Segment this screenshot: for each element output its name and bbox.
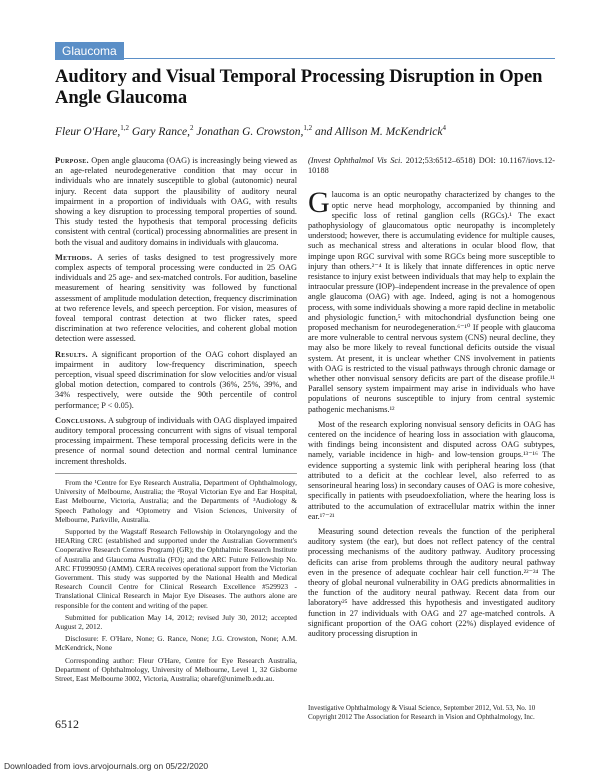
drop-cap: G <box>308 186 330 220</box>
copyright-line: Copyright 2012 The Association for Research in Vision and Ophthalmology, Inc. <box>308 713 535 721</box>
footnotes <box>55 478 297 686</box>
purpose-text: Open angle glaucoma (OAG) is increasingly being viewed as an age-related neurodegenerative condition that may occur in individuals who are innately susceptible to global (autonomic) neural injury. Recent data support the plausibility of auditory neural impairment in a proportion of individuals with OAG, with results showing a key disruption to processing temporal properties of sound. This study tested the hypothesis that temporal processing deficits consistent with central (cortical) processing abnormalities are present in both the visual and auditory domains in individuals with glaucoma. <box>55 156 298 247</box>
author-name: Gary Rance, <box>131 125 191 138</box>
header-rule <box>55 58 555 59</box>
page-number: 6512 <box>55 717 79 731</box>
body-paragraph: Measuring sound detection reveals the function of the peripheral auditory system (the ear), but does not reflect patency of the central processing mechanisms of the auditory pathway. Auditory processing deficits can arise from problems through the auditory neural pathway even in the presence of adequate cochlear hair cell function.²²⁻²⁴ The theory of global neuronal vulnerability in OAG predicts abnormalities in the function of the auditory neural pathway. Recent data from our laboratory²⁵ have addressed this hypothesis and investigated auditory function in 27 individuals with OAG and 27 age-matched controls. A significant proportion of the OAG cohort (22%) displayed evidence of auditory processing disruption in <box>308 526 555 638</box>
abstract-conclusions <box>55 416 297 467</box>
author-list <box>55 124 555 138</box>
abstract-citation <box>308 156 555 176</box>
journal-line: Investigative Ophthalmology & Visual Science, September 2012, Vol. 53, No. 10 <box>308 704 536 712</box>
section-tag: Glaucoma <box>55 42 124 60</box>
abstract-methods <box>55 253 297 345</box>
abstract-purpose <box>55 156 297 248</box>
affiliations: From the ¹Centre for Eye Research Australia, Department of Ophthalmology, University of Melbourne, Australia; the ²Royal Victorian Eye and Ear Hospital, East Melbourne, Victoria, Australia; and the Departments of ³Audiology & Speech Pathology and ⁴Optometry and Vision Sciences, University of Melbourne, Parkville, Australia. <box>55 478 297 524</box>
author-affiliation: 2 <box>190 124 194 132</box>
citation-journal: (Invest Ophthalmol Vis Sci. <box>308 156 403 165</box>
author-affiliation: 1,2 <box>303 124 313 132</box>
citation-doi: 2012;53:6512–6518) DOI: 10.1167/iovs.12-10188 <box>308 156 556 176</box>
abstract-results <box>55 350 297 411</box>
footnote-rule <box>55 473 297 474</box>
journal-info <box>308 704 558 722</box>
disclosure: Disclosure: F. O'Hare, None; G. Rance, None; J.G. Crowston, None; A.M. McKendrick, None <box>55 634 297 653</box>
body-column <box>308 156 555 644</box>
methods-label: Methods. <box>55 252 93 262</box>
author-affiliation: 1,2 <box>120 124 130 132</box>
results-label: Results. <box>55 349 88 359</box>
methods-text: A series of tasks designed to test progressively more complex aspects of temporal processing were conducted in 25 OAG individuals and 25 age- and sex-matched controls. For audition, baseline measurement of hearing sensitivity was followed by functional assessment of amplitude modulation detection, frequency discrimination at two reference levels, and speech perception. For vision, measures of foveal temporal contrast detection at two flicker rates, speed discrimination at two reference velocities, and coherent global motion detection were assessed. <box>55 252 297 344</box>
author-name: Fleur O'Hare, <box>55 125 121 138</box>
article-title: Auditory and Visual Temporal Processing Disruption in Open Angle Glaucoma <box>55 67 543 108</box>
abstract-column <box>55 156 297 472</box>
author-name: and Allison M. McKendrick <box>314 125 443 138</box>
support-statement: Supported by the Wagstaff Research Fellowship in Otolaryngology and the HEARing CRC (established and supported under the Australian Government's Cooperative Research Centres Program) (GR); the Ophthalmic Research Institute of Australia and Glaucoma Australia (FO); and the ARC Future Fellowship No. ARC FT0990950 (AMM). CERA receives operational support from the Victorian Government. This study was supported by the National Health and Medical Research Council Centre for Clinical Research Excellence #529923 - Translational Clinical Research in Major Eye Diseases. The authors alone are responsible for the content and writing of the paper. <box>55 527 297 610</box>
corresponding-author: Corresponding author: Fleur O'Hare, Centre for Eye Research Australia, Department of Ophthalmology, University of Melbourne, Level 1, 32 Gisborne Street, East Melbourne 3002, Victoria, Australia; oharef@unimelb.edu.au. <box>55 655 297 684</box>
author-affiliation: 4 <box>442 124 446 132</box>
paragraph-text: laucoma is an optic neuropathy characterized by changes to the optic nerve head morphology, accompanied by thinning and specific loss of retinal ganglion cells (RGCs).¹ The exact pathophysiology of glaucomatous optic neuropathy is incompletely understood; however, there is accumulating evidence for multiple causes, such as mechanical stress and alterations in ocular blood flow, that impinge upon RGC survival with some RGCs being more susceptible to injury than others.²⁻⁴ It is likely that innate differences in optic nerve resistance to injury exist between individuals that may help to explain the intraocular pressure (IOP)–independent increase in the prevalence of open angle glaucoma (OAG) with age. Indeed, aging is not a homogenous process, with some individuals showing a more rapid decline in metabolic and physiologic function,⁵ with mitochondrial dysfunction being one proposed mechanism for neurodegeneration.⁶⁻¹⁰ If people with glaucoma are more vulnerable to central nervous system (CNS) neural decline, they may also be more likely to reveal functional deficits outside the visual system. At present, it is unclear whether CNS involvement in patients with OAG is restricted to the visual pathways through chronic damage or whether other nonvisual sensory deficits are part of the disease profile.¹¹ Parallel sensory system impairment may arise in individuals who have populations of neurons susceptible to injury from central systemic pathogenic mechanisms.¹² <box>308 190 555 414</box>
conclusions-text: A subgroup of individuals with OAG displayed impaired auditory temporal processing concurrent with signs of visual temporal processing impairment. These temporal processing deficits were in the presence of normal sound detection and normal central luminance increment thresholds. <box>55 415 297 466</box>
body-paragraph: Most of the research exploring nonvisual sensory deficits in OAG has centered on the incidence of hearing loss in association with glaucoma, with findings being inconsistent and disputed across OAG subtypes, namely, variable incidence in high- and low-tension groups.¹³⁻¹⁶ The evidence supporting a systemic link with peripheral hearing loss (that attributed to a deficit at the cochlear level, also referred to as sensorineural hearing loss) in secondary causes of OAG is more cohesive, specifically in patients with pseudoexfoliation, where the hearing loss is attributed to the accumulation of extracellular matrix within the inner ear.¹⁷⁻²¹ <box>308 419 555 521</box>
body-paragraph <box>308 186 555 414</box>
conclusions-label: Conclusions. <box>55 415 107 425</box>
submission-dates: Submitted for publication May 14, 2012; revised July 30, 2012; accepted August 2, 2012. <box>55 612 297 632</box>
results-text: A significant proportion of the OAG cohort displayed an impairment in auditory low-frequency discrimination, speech perception, visual speed discrimination for slow velocities and/or visual global motion detection, compared to controls (36%, 25%, 39%, and 34% respectively, were outside the 90th percentile of control performance; P < 0.05). <box>55 349 297 410</box>
purpose-label: Purpose. <box>55 156 89 165</box>
download-watermark: Downloaded from iovs.arvojournals.org on 05/22/2020 <box>4 761 209 771</box>
author-name: Jonathan G. Crowston, <box>196 125 304 138</box>
